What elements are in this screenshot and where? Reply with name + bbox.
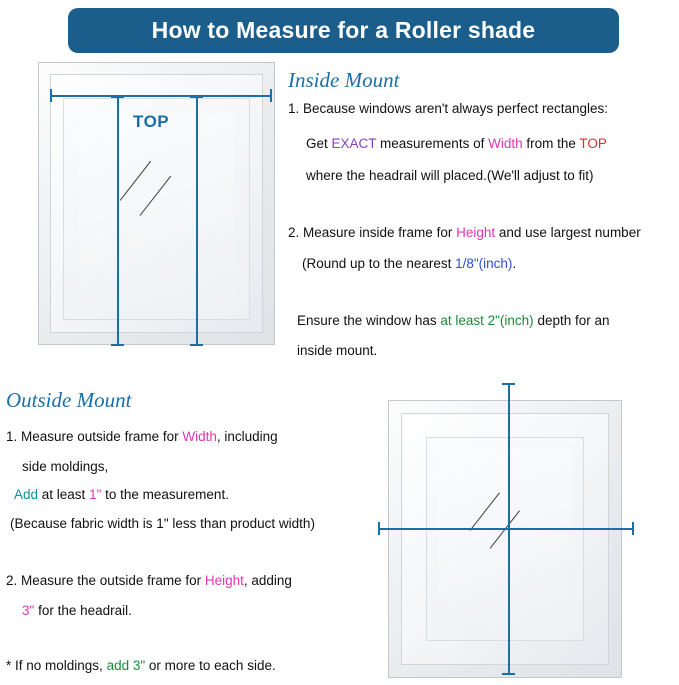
inside-step2-period: . bbox=[512, 256, 517, 271]
outside-step1-including: , including bbox=[216, 429, 278, 444]
outside-step2-inch: 3" bbox=[22, 603, 35, 618]
inside-step2-height: Height bbox=[456, 225, 496, 240]
footnote-suffix: or more to each side. bbox=[145, 658, 276, 673]
outside-step1-add: Add bbox=[14, 487, 39, 502]
outside-height-bottom-cap bbox=[502, 673, 515, 675]
outside-step1-width: Width bbox=[182, 429, 217, 444]
outside-width-measure-line bbox=[378, 528, 634, 530]
footnote-prefix: * If no moldings, bbox=[6, 658, 107, 673]
outside-step1-atleast: at least bbox=[38, 487, 90, 502]
inside-step2-measure: 2. Measure inside frame for bbox=[288, 225, 457, 240]
outside-step1-inch: 1" bbox=[89, 487, 102, 502]
inside-note-depth-for: depth for an bbox=[533, 313, 610, 328]
outside-mount-step2-line2 bbox=[22, 603, 132, 620]
inside-mount-heading: Inside Mount bbox=[288, 68, 400, 92]
page-title-banner bbox=[68, 8, 619, 53]
outside-step2-measure: 2. Measure the outside frame for bbox=[6, 573, 205, 588]
inside-step1-headrail-text: where the headrail will placed.(We'll adjust to fit) bbox=[306, 168, 594, 183]
outside-mount-heading: Outside Mount bbox=[6, 388, 132, 412]
width-measure-left-cap bbox=[50, 89, 52, 102]
outside-mount-step1-line3 bbox=[14, 487, 229, 504]
inside-mount-note-line1 bbox=[297, 313, 610, 330]
outside-width-left-cap bbox=[378, 522, 380, 535]
height-measure-right-top-cap bbox=[190, 96, 203, 98]
outside-mount-step2-line1 bbox=[6, 573, 292, 590]
footnote-add: add 3" bbox=[106, 658, 146, 673]
height-measure-left-top-cap bbox=[111, 96, 124, 98]
inside-note-depth: at least 2"(inch) bbox=[440, 313, 534, 328]
outside-step1-moldings: side moldings, bbox=[22, 459, 109, 474]
inside-step1-width: Width bbox=[488, 136, 523, 151]
inside-step1-get: Get bbox=[306, 136, 332, 151]
inside-mount-step1-line3 bbox=[306, 168, 593, 185]
inside-mount-note-line2 bbox=[297, 343, 377, 360]
window-glass bbox=[79, 113, 234, 305]
height-measure-line-left bbox=[117, 96, 119, 346]
outside-step2-height: Height bbox=[204, 573, 244, 588]
width-measure-line bbox=[50, 95, 272, 97]
outside-step2-adding: , adding bbox=[243, 573, 292, 588]
inside-note-mount: inside mount. bbox=[297, 343, 378, 358]
outside-width-right-cap bbox=[632, 522, 634, 535]
outside-mount-step1-line2 bbox=[22, 459, 108, 476]
outside-step1-tomeasure: to the measurement. bbox=[101, 487, 229, 502]
height-measure-left-bottom-cap bbox=[111, 344, 124, 346]
inside-step1-measure-of: measurements of bbox=[376, 136, 489, 151]
height-measure-line-right bbox=[196, 96, 198, 346]
outside-step2-headrail: for the headrail. bbox=[34, 603, 132, 618]
inside-step1-line1-text: 1. Because windows aren't always perfect rectangles: bbox=[288, 101, 608, 116]
inside-note-ensure: Ensure the window has bbox=[297, 313, 441, 328]
outside-window-glass bbox=[438, 449, 572, 629]
outside-step1-measure: 1. Measure outside frame for bbox=[6, 429, 183, 444]
inside-step1-top: TOP bbox=[579, 136, 607, 151]
top-label: TOP bbox=[133, 112, 170, 131]
outside-mount-step1-line4 bbox=[10, 516, 315, 533]
inside-step2-fraction: 1/8"(inch) bbox=[455, 256, 513, 271]
outside-mount-step1-line1 bbox=[6, 429, 278, 446]
inside-step2-largest: and use largest number bbox=[495, 225, 641, 240]
inside-mount-step1-line2 bbox=[306, 136, 607, 153]
inside-step2-round: (Round up to the nearest bbox=[302, 256, 456, 271]
inside-mount-step2-line1 bbox=[288, 225, 641, 242]
outside-height-top-cap bbox=[502, 383, 515, 385]
inside-mount-step2-line2 bbox=[302, 256, 516, 273]
inside-step1-from-the: from the bbox=[522, 136, 580, 151]
page-title: How to Measure for a Roller shade bbox=[151, 17, 536, 43]
inside-mount-step1-line1 bbox=[288, 101, 608, 118]
height-measure-right-bottom-cap bbox=[190, 344, 203, 346]
outside-step1-fabric-note: (Because fabric width is 1" less than product width) bbox=[10, 516, 315, 531]
inside-step1-exact: EXACT bbox=[331, 136, 377, 151]
footnote bbox=[6, 658, 276, 673]
width-measure-right-cap bbox=[270, 89, 272, 102]
